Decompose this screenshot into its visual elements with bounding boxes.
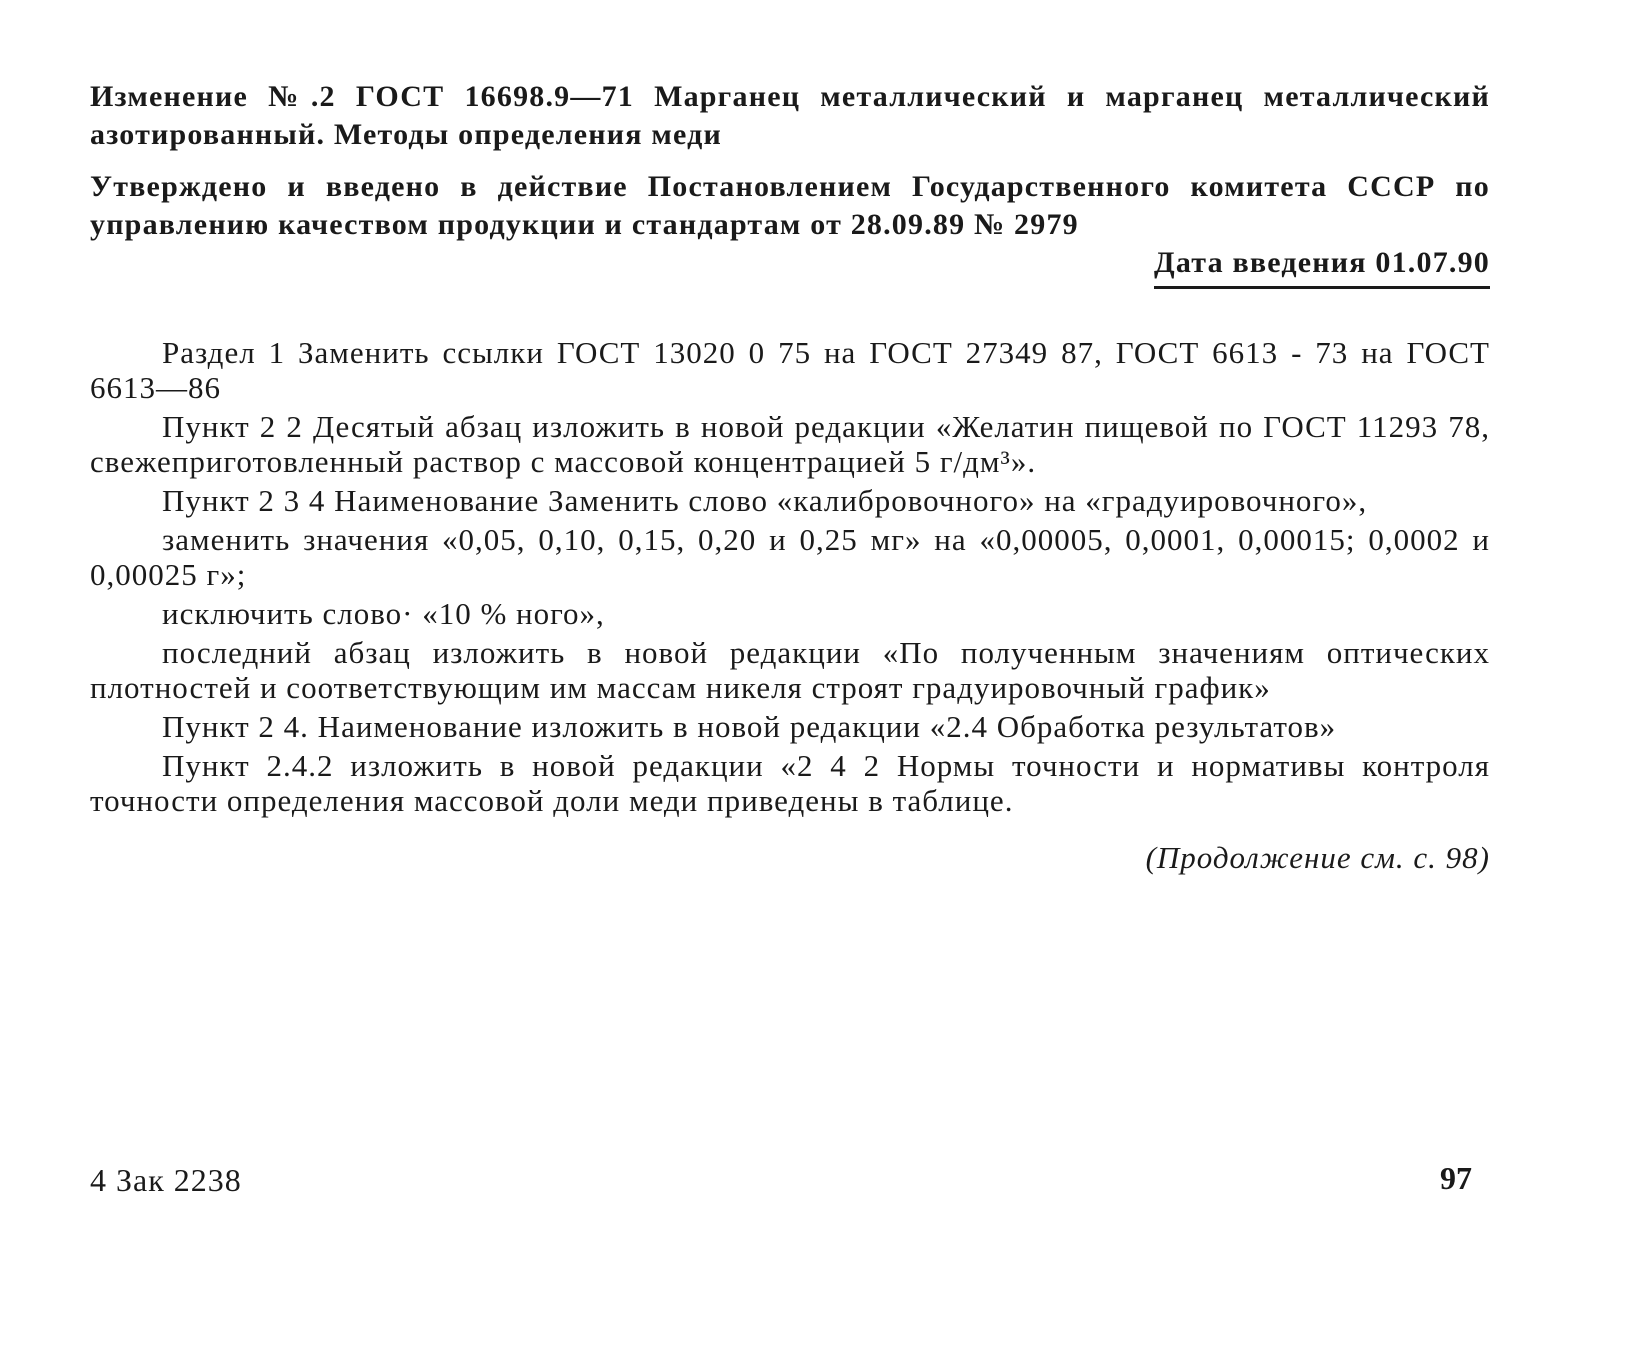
paragraph-item-2-4-2: Пункт 2.4.2 изложить в новой редакции «2 4 2 Нормы точности и нормативы контроля точности определения массовой доли меди приведены в таблице. (90, 748, 1490, 818)
paragraph-section-1: Раздел 1 Заменить ссылки ГОСТ 13020 0 75 на ГОСТ 27349 87, ГОСТ 6613 - 73 на ГОСТ 6613—86 (90, 335, 1490, 405)
effective-date-value: 01.07.90 (1375, 246, 1490, 279)
amendment-body (90, 335, 1490, 818)
paragraph-item-2-4: Пункт 2 4. Наименование изложить в новой редакции «2.4 Обработка результатов» (162, 709, 1337, 744)
paragraph-last-abzac: последний абзац изложить в новой редакции «По полученным значениям оптических плотностей и соответствующим им массам никеля строят градуировочный график» (90, 635, 1490, 705)
effective-date-line (90, 244, 1490, 289)
effective-date-label: Дата введения (1154, 246, 1367, 279)
paragraph-item-2-2: Пункт 2 2 Десятый абзац изложить в новой редакции «Желатин пищевой по ГОСТ 11293 78, свежеприготовленный раствор с массовой концентрацией 5 г/дм³». (90, 409, 1490, 479)
approval-statement: Утверждено и введено в действие Постановлением Государственного комитета СССР по управлению качеством продукции и стандартам от 28.09.89 № 2979 (90, 170, 1490, 241)
document-page (90, 78, 1490, 876)
amendment-title: Изменение №.2 ГОСТ 16698.9—71 Марганец металлический и марганец металлический азотированный. Методы определения меди (90, 80, 1490, 151)
paragraph-item-2-3-4: Пункт 2 3 4 Наименование Заменить слово «калибровочного» на «градуировочного», (162, 483, 1368, 518)
page-number: 97 (1440, 1160, 1472, 1196)
paragraph-exclude-word: исключить слово· «10 % ного», (162, 596, 605, 631)
paragraph-replace-values: заменить значения «0,05, 0,10, 0,15, 0,20 и 0,25 мг» на «0,00005, 0,0001, 0,00015; 0,0002 и 0,00025 г»; (90, 522, 1490, 592)
continuation-note: (Продолжение см. с. 98) (1145, 840, 1490, 875)
order-number: 4 Зак 2238 (90, 1162, 242, 1198)
